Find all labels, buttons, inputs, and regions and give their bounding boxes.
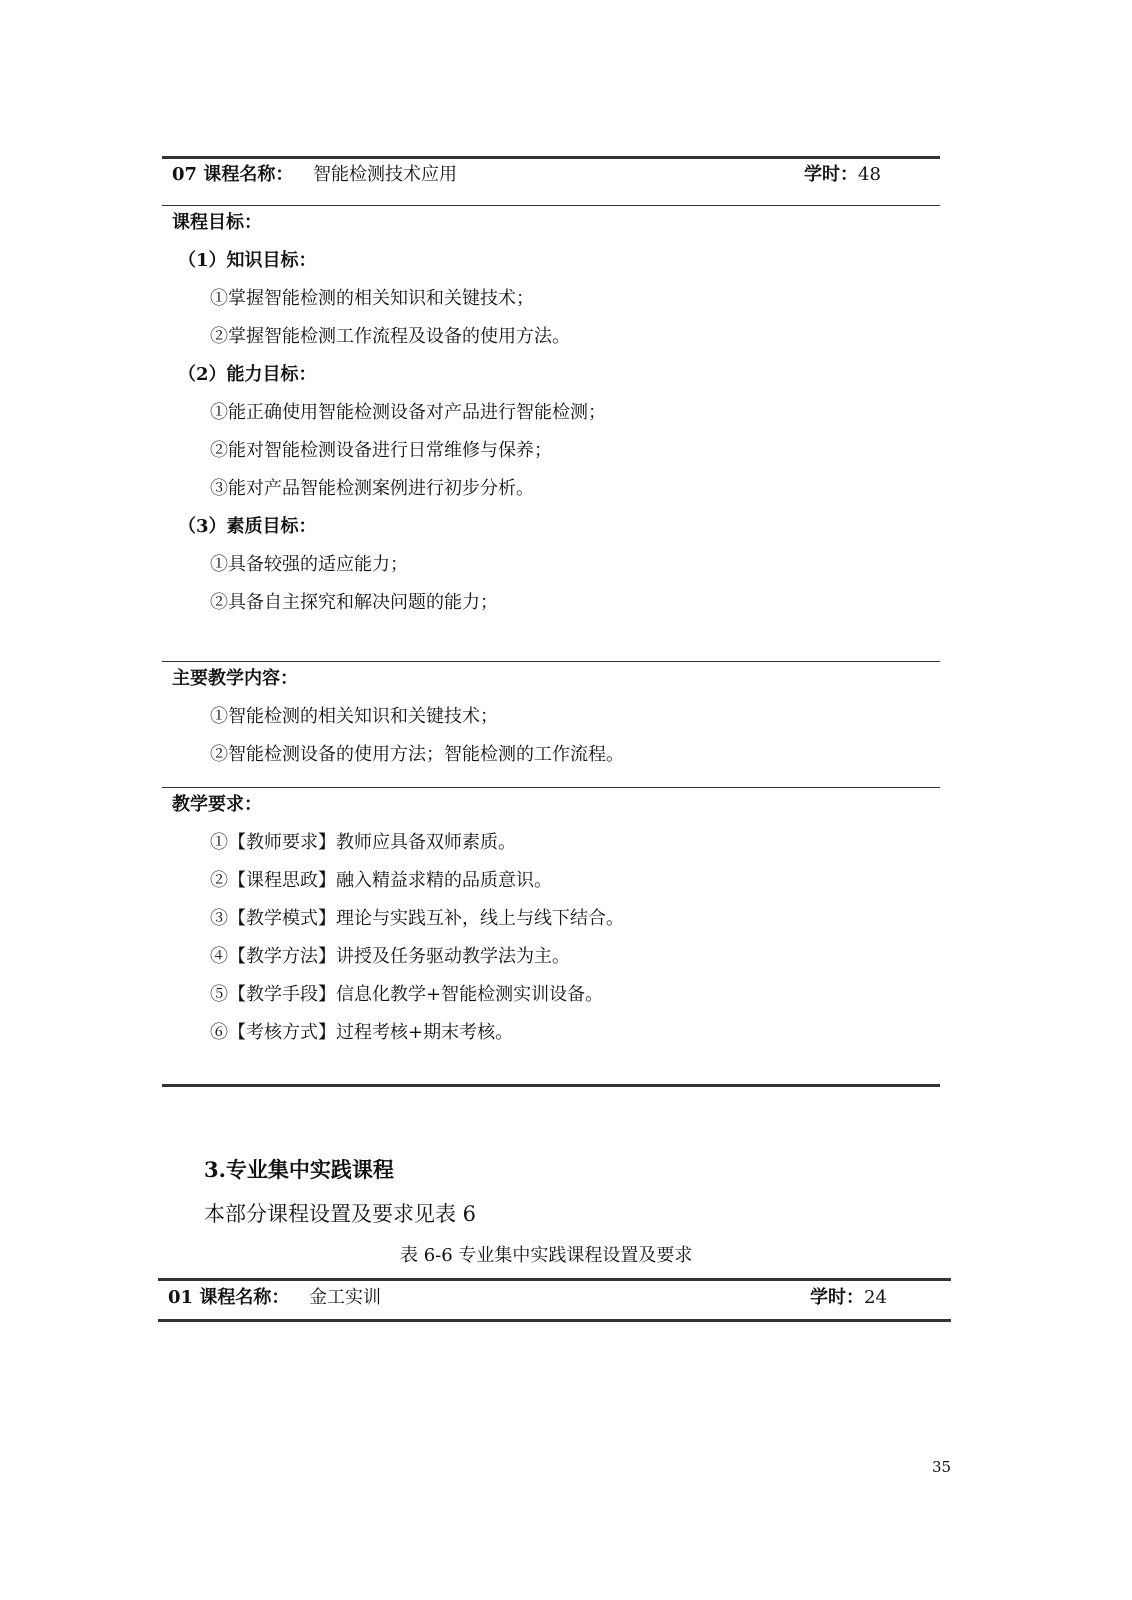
goals-heading: 课程目标： [172, 212, 262, 233]
course01-name: 金工实训 [309, 1287, 382, 1308]
ability-item: ③能对产品智能检测案例进行初步分析。 [210, 478, 534, 499]
knowledge-heading: （1）知识目标： [178, 250, 317, 271]
requirement-item: ⑤【教学手段】信息化教学+智能检测实训设备。 [210, 984, 604, 1005]
course07-header [172, 160, 457, 186]
course01-hours [810, 1283, 887, 1309]
course07-hours-value: 48 [858, 164, 881, 185]
requirement-item: ⑥【考核方式】过程考核+期末考核。 [210, 1022, 514, 1043]
requirement-item: ③【教学模式】理论与实践互补，线上与线下结合。 [210, 908, 624, 929]
course07-header-rule [162, 205, 940, 206]
course01-bottom-rule [158, 1319, 951, 1322]
quality-item: ②具备自主探究和解决问题的能力； [210, 592, 498, 613]
requirement-item: ①【教师要求】教师应具备双师素质。 [210, 832, 516, 853]
course07-hours [804, 160, 881, 186]
ability-item: ②能对智能检测设备进行日常维修与保养； [210, 440, 552, 461]
knowledge-item: ②掌握智能检测工作流程及设备的使用方法。 [210, 326, 570, 347]
knowledge-item: ①掌握智能检测的相关知识和关键技术； [210, 288, 534, 309]
course01-header [168, 1283, 381, 1309]
course07-hours-label: 学时： [804, 164, 858, 185]
quality-heading: （3）素质目标： [178, 516, 317, 537]
requirements-rule [162, 787, 940, 788]
requirement-item: ②【课程思政】融入精益求精的品质意识。 [210, 870, 552, 891]
content-rule [162, 661, 940, 662]
table-bottom-rule [162, 1084, 940, 1087]
content-heading: 主要教学内容： [172, 668, 298, 689]
course07-num-label: 07 课程名称： [172, 164, 294, 185]
course01-hours-value: 24 [864, 1287, 887, 1308]
quality-item: ①具备较强的适应能力； [210, 554, 408, 575]
requirement-item: ④【教学方法】讲授及任务驱动教学法为主。 [210, 946, 570, 967]
course01-top-rule [158, 1278, 951, 1281]
course01-num-label: 01 课程名称： [168, 1287, 290, 1308]
top-rule [162, 156, 940, 159]
course07-name: 智能检测技术应用 [313, 164, 458, 185]
course01-hours-label: 学时： [810, 1287, 864, 1308]
ability-heading: （2）能力目标： [178, 364, 317, 385]
content-item: ②智能检测设备的使用方法；智能检测的工作流程。 [210, 744, 624, 765]
requirements-heading: 教学要求： [172, 794, 262, 815]
section-title: 3.专业集中实践课程 [204, 1157, 394, 1182]
content-item: ①智能检测的相关知识和关键技术； [210, 706, 498, 727]
ability-item: ①能正确使用智能检测设备对产品进行智能检测； [210, 402, 606, 423]
page-number: 35 [932, 1458, 952, 1476]
table-caption: 表 6-6 专业集中实践课程设置及要求 [400, 1245, 693, 1266]
section-intro: 本部分课程设置及要求见表 6 [204, 1202, 477, 1226]
